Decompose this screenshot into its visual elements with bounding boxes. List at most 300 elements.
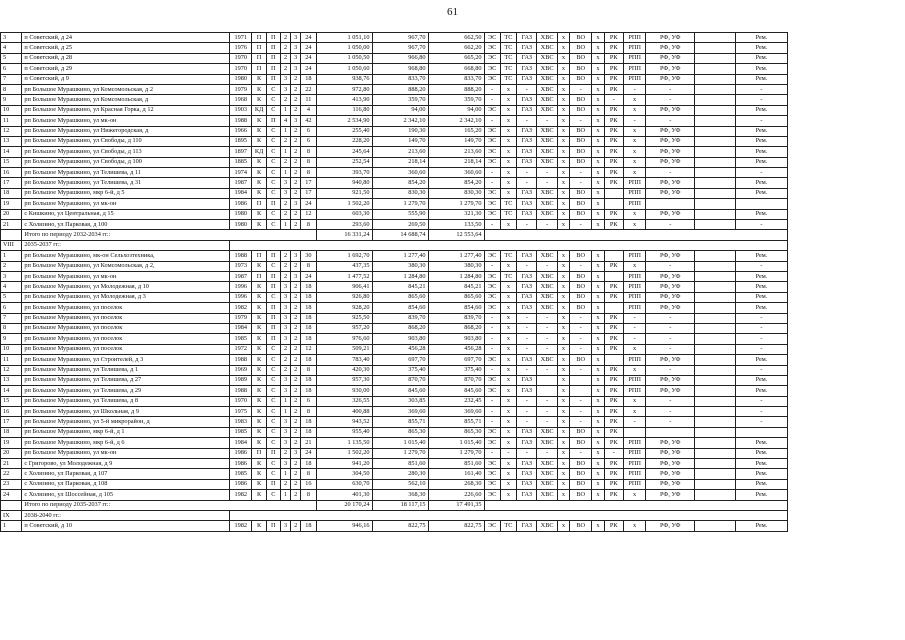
cell-addr: рп Большое Мурашкино, ул Телишева, д 29 <box>22 386 230 396</box>
cell-year: 1974 <box>230 168 252 178</box>
cell-t1: К <box>252 355 266 365</box>
cell-year: 1980 <box>230 220 252 230</box>
cell-u7: х <box>592 74 604 84</box>
cell-area3: 321,30 <box>428 209 484 219</box>
cell-area-liv: 967,70 <box>372 33 428 43</box>
cell-u6 <box>570 386 592 396</box>
cell-year: 1985 <box>230 334 252 344</box>
cell-w2: х <box>623 147 645 157</box>
cell-w3: РФ, УФ <box>646 282 695 292</box>
table-row <box>1 313 788 323</box>
cell-u1: ЭС <box>484 43 500 53</box>
cell-t1: К <box>252 334 266 344</box>
cell-t2: С <box>266 427 280 437</box>
cell-w5: - <box>735 116 787 126</box>
cell-addr: п Советский, д 29 <box>22 64 230 74</box>
cell-year: 1885 <box>230 157 252 167</box>
cell-t2: П <box>266 334 280 344</box>
cell-area-total: 393,70 <box>316 168 372 178</box>
cell-w2: РПП <box>623 355 645 365</box>
table-row <box>1 490 788 500</box>
cell-year: 1970 <box>230 64 252 74</box>
cell-apts: 42 <box>301 116 316 126</box>
cell-n: 18 <box>1 427 22 437</box>
cell-u4: - <box>537 344 557 354</box>
period-total-row <box>1 230 788 240</box>
cell-w3: РФ, УФ <box>646 479 695 489</box>
cell-floors: 2 <box>280 43 290 53</box>
cell-addr: рп Большое Мурашкино, ул Свободы, д 100 <box>22 157 230 167</box>
cell-w4 <box>695 407 736 417</box>
table-row <box>1 53 788 63</box>
cell-w3: - <box>646 261 695 271</box>
cell-ent: 2 <box>291 313 301 323</box>
cell-area3: 665,20 <box>428 53 484 63</box>
cell-area3: 165,20 <box>428 126 484 136</box>
cell-t2: С <box>266 375 280 385</box>
cell-u7: х <box>592 105 604 115</box>
cell-t1: К <box>252 220 266 230</box>
cell-area-total: 304,50 <box>316 469 372 479</box>
cell-t2: П <box>266 53 280 63</box>
table-row <box>1 33 788 43</box>
cell-w3: - <box>646 344 695 354</box>
cell-area-total: 938,76 <box>316 74 372 84</box>
cell-u6: ВО <box>570 355 592 365</box>
cell-n: 22 <box>1 469 22 479</box>
cell-t1: К <box>252 386 266 396</box>
cell-u2: х <box>500 313 516 323</box>
cell-w3: - <box>646 334 695 344</box>
cell-u6: - <box>570 116 592 126</box>
cell-w2: РПП <box>623 199 645 209</box>
cell-u3: - <box>517 261 537 271</box>
cell-area-liv: 851,60 <box>372 459 428 469</box>
cell-area-liv: 967,70 <box>372 43 428 53</box>
cell-addr: рп Большое Мурашкино, ул Свободы, д 110 <box>22 136 230 146</box>
cell-w3: РФ, УФ <box>646 303 695 313</box>
cell-area-total: 925,50 <box>316 313 372 323</box>
cell-addr: рп Большое Мурашкино, ул Молодежная, д 3 <box>22 292 230 302</box>
cell-w1: РК <box>604 323 623 333</box>
cell-floors: 3 <box>280 84 290 94</box>
cell-area-liv: 190,30 <box>372 126 428 136</box>
cell-t1: К <box>252 282 266 292</box>
cell-u3: ГАЗ <box>517 303 537 313</box>
cell-u6: ВО <box>570 282 592 292</box>
cell-t1: К <box>252 157 266 167</box>
cell-t1: К <box>252 126 266 136</box>
table-row <box>1 64 788 74</box>
cell-u4: - <box>537 396 557 406</box>
table-row <box>1 323 788 333</box>
cell-w3: РФ, УФ <box>646 53 695 63</box>
cell-ent: 2 <box>291 479 301 489</box>
cell-addr: рп Большое Мурашкино, мкр 6-й, д 1 <box>22 427 230 437</box>
cell-u6: ВО <box>570 74 592 84</box>
cell-ent: 2 <box>291 95 301 105</box>
cell-t2: П <box>266 303 280 313</box>
cell-t1: К <box>252 313 266 323</box>
cell-n: 10 <box>1 105 22 115</box>
section-number: IX <box>1 510 22 520</box>
cell-area3: 133,50 <box>428 220 484 230</box>
cell-u2: ТС <box>500 521 516 531</box>
cell-area-total: 946,16 <box>316 521 372 531</box>
cell-u7: х <box>592 396 604 406</box>
cell-area-total: 976,60 <box>316 334 372 344</box>
cell-area3: 854,60 <box>428 303 484 313</box>
cell-u3: - <box>517 323 537 333</box>
cell-apts: 6 <box>301 396 316 406</box>
cell-u5: х <box>557 168 569 178</box>
cell-n: 3 <box>1 33 22 43</box>
cell-ent: 2 <box>291 84 301 94</box>
period-total-row <box>1 500 788 510</box>
cell-u1: - <box>484 417 500 427</box>
cell-w2: х <box>623 168 645 178</box>
cell-w4 <box>695 95 736 105</box>
cell-ent: 3 <box>291 251 301 261</box>
table-row <box>1 147 788 157</box>
cell-w5: Рем. <box>735 33 787 43</box>
cell-t2: С <box>266 188 280 198</box>
cell-year: 1986 <box>230 199 252 209</box>
cell-area-total: 906,41 <box>316 282 372 292</box>
cell-u7: х <box>592 168 604 178</box>
cell-u3: ГАЗ <box>517 271 537 281</box>
cell-floors: 2 <box>280 53 290 63</box>
cell-w4 <box>695 53 736 63</box>
cell-u5: х <box>557 126 569 136</box>
cell-t2: С <box>266 126 280 136</box>
cell-w3: РФ, УФ <box>646 448 695 458</box>
cell-u6: ВО <box>570 105 592 115</box>
cell-ent: 3 <box>291 33 301 43</box>
cell-ent: 2 <box>291 469 301 479</box>
cell-u3: ГАЗ <box>517 251 537 261</box>
cell-addr: рп Большое Мурашкино, ул Телишева, д 31 <box>22 178 230 188</box>
cell-w2: х <box>623 365 645 375</box>
cell-w1: РК <box>604 469 623 479</box>
cell-apts: 24 <box>301 53 316 63</box>
cell-u1: - <box>484 407 500 417</box>
cell-u6: ВО <box>570 209 592 219</box>
table-row <box>1 292 788 302</box>
cell-u3: ГАЗ <box>517 282 537 292</box>
cell-u1: ЭС <box>484 479 500 489</box>
cell-apts: 18 <box>301 323 316 333</box>
cell-area3: 865,30 <box>428 427 484 437</box>
cell-w4 <box>695 147 736 157</box>
cell-addr: с Кишкино, ул Центральная, д 15 <box>22 209 230 219</box>
cell-ent: 3 <box>291 271 301 281</box>
cell-apts: 18 <box>301 313 316 323</box>
cell-u5: х <box>557 116 569 126</box>
cell-u5: х <box>557 157 569 167</box>
cell-year: 1984 <box>230 188 252 198</box>
cell-u1: ЭС <box>484 136 500 146</box>
cell-apts: 8 <box>301 220 316 230</box>
cell-addr: рп Большое Мурашкино, мк-он Сельхозтехника, <box>22 251 230 261</box>
cell-t1: К <box>252 292 266 302</box>
cell-ent: 2 <box>291 136 301 146</box>
cell-u2: х <box>500 344 516 354</box>
cell-area3: 865,60 <box>428 292 484 302</box>
table-row <box>1 375 788 385</box>
cell-u7: х <box>592 33 604 43</box>
cell-t1: К <box>252 84 266 94</box>
cell-floors: 3 <box>280 292 290 302</box>
cell-w3: - <box>646 220 695 230</box>
cell-w3: - <box>646 116 695 126</box>
cell-u7: х <box>592 282 604 292</box>
cell-t1: К <box>252 136 266 146</box>
cell-w1 <box>604 188 623 198</box>
cell-year: 1976 <box>230 43 252 53</box>
cell-n: 7 <box>1 74 22 84</box>
period-total-area-liv: 14 688,74 <box>372 230 428 240</box>
cell-w3 <box>646 199 695 209</box>
cell-u4: ХВС <box>537 521 557 531</box>
table-row <box>1 271 788 281</box>
cell-w4 <box>695 469 736 479</box>
cell-w4 <box>695 292 736 302</box>
cell-u4: ХВС <box>537 292 557 302</box>
cell-u7: х <box>592 355 604 365</box>
cell-u5: х <box>557 417 569 427</box>
cell-u4: ХВС <box>537 105 557 115</box>
cell-area-total: 1 502,20 <box>316 448 372 458</box>
cell-w5: - <box>735 95 787 105</box>
cell-w5: Рем. <box>735 64 787 74</box>
cell-u2: х <box>500 261 516 271</box>
cell-area-liv: 213,60 <box>372 147 428 157</box>
cell-area3: 845,21 <box>428 282 484 292</box>
cell-u2: ТС <box>500 64 516 74</box>
cell-area3: 668,80 <box>428 64 484 74</box>
cell-u7: х <box>592 427 604 437</box>
cell-u4: ХВС <box>537 53 557 63</box>
cell-t1: КД <box>252 105 266 115</box>
cell-t1: К <box>252 344 266 354</box>
cell-t2: П <box>266 282 280 292</box>
cell-w2: РПП <box>623 292 645 302</box>
cell-apts: 24 <box>301 33 316 43</box>
cell-apts: 12 <box>301 344 316 354</box>
section-label: 2035-2037 гг.: <box>22 240 230 250</box>
cell-year: 1975 <box>230 407 252 417</box>
cell-u1: ЭС <box>484 209 500 219</box>
cell-year: 1988 <box>230 355 252 365</box>
cell-w2: РПП <box>623 188 645 198</box>
cell-u4: ХВС <box>537 64 557 74</box>
cell-w4 <box>695 271 736 281</box>
cell-u7: х <box>592 136 604 146</box>
table-row <box>1 407 788 417</box>
cell-u7: х <box>592 469 604 479</box>
cell-w4 <box>695 220 736 230</box>
cell-t2: С <box>266 84 280 94</box>
cell-area3: 839,70 <box>428 313 484 323</box>
cell-ent: 3 <box>291 53 301 63</box>
cell-n: 13 <box>1 136 22 146</box>
cell-t1: К <box>252 323 266 333</box>
cell-t1: К <box>252 490 266 500</box>
cell-w2: х <box>623 396 645 406</box>
cell-addr: п Советский, д 25 <box>22 43 230 53</box>
cell-floors: 3 <box>280 323 290 333</box>
cell-area3: 218,14 <box>428 157 484 167</box>
cell-apts: 21 <box>301 438 316 448</box>
cell-w5: Рем. <box>735 459 787 469</box>
cell-floors: 2 <box>280 64 290 74</box>
cell-area-liv: 830,30 <box>372 188 428 198</box>
cell-ent: 2 <box>291 459 301 469</box>
cell-area-liv: 280,30 <box>372 469 428 479</box>
cell-u3: ГАЗ <box>517 33 537 43</box>
cell-u2: х <box>500 365 516 375</box>
cell-u4: ХВС <box>537 271 557 281</box>
cell-u5: х <box>557 490 569 500</box>
cell-t1: К <box>252 438 266 448</box>
cell-t2: П <box>266 251 280 261</box>
cell-w4 <box>695 105 736 115</box>
cell-w2: - <box>623 334 645 344</box>
cell-w3: РФ, УФ <box>646 438 695 448</box>
cell-area3: 213,60 <box>428 147 484 157</box>
cell-area-total: 401,30 <box>316 490 372 500</box>
cell-area-liv: 903,80 <box>372 334 428 344</box>
cell-area3: 888,20 <box>428 84 484 94</box>
cell-u2: х <box>500 188 516 198</box>
cell-apts: 8 <box>301 469 316 479</box>
table-row <box>1 168 788 178</box>
cell-w3: - <box>646 365 695 375</box>
cell-ent: 2 <box>291 147 301 157</box>
cell-t2: П <box>266 64 280 74</box>
cell-u6: - <box>570 168 592 178</box>
cell-ent: 2 <box>291 365 301 375</box>
cell-ent: 3 <box>291 43 301 53</box>
cell-u4 <box>537 386 557 396</box>
cell-area-liv: 855,71 <box>372 417 428 427</box>
cell-w3: - <box>646 313 695 323</box>
cell-u6: ВО <box>570 469 592 479</box>
cell-n: 19 <box>1 199 22 209</box>
cell-area-liv: 822,75 <box>372 521 428 531</box>
cell-u7: х <box>592 490 604 500</box>
cell-floors: 2 <box>280 344 290 354</box>
cell-u7: х <box>592 271 604 281</box>
cell-w1: - <box>604 448 623 458</box>
cell-floors: 2 <box>280 365 290 375</box>
cell-year: 1996 <box>230 282 252 292</box>
cell-apts: 24 <box>301 448 316 458</box>
cell-w4 <box>695 178 736 188</box>
cell-area3: 833,70 <box>428 74 484 84</box>
cell-ent: 2 <box>291 396 301 406</box>
cell-u4: ХВС <box>537 209 557 219</box>
cell-year: 1983 <box>230 417 252 427</box>
cell-t2: П <box>266 448 280 458</box>
cell-floors: 1 <box>280 105 290 115</box>
cell-u2: х <box>500 386 516 396</box>
table-row <box>1 188 788 198</box>
cell-floors: 3 <box>280 521 290 531</box>
cell-w4 <box>695 261 736 271</box>
cell-t1: К <box>252 74 266 84</box>
cell-floors: 1 <box>280 126 290 136</box>
cell-addr: рп Большое Мурашкино, ул поселок <box>22 344 230 354</box>
cell-n: 8 <box>1 84 22 94</box>
cell-u5: х <box>557 521 569 531</box>
cell-year: 1966 <box>230 126 252 136</box>
cell-u6: ВО <box>570 64 592 74</box>
cell-u2: х <box>500 105 516 115</box>
cell-t1: К <box>252 479 266 489</box>
table-row <box>1 365 788 375</box>
cell-u2: х <box>500 292 516 302</box>
cell-w3: РФ, УФ <box>646 521 695 531</box>
cell-w5: - <box>735 344 787 354</box>
cell-u5: х <box>557 334 569 344</box>
cell-u3: ГАЗ <box>517 375 537 385</box>
cell-u1: ЭС <box>484 386 500 396</box>
cell-u6: ВО <box>570 438 592 448</box>
cell-n: 17 <box>1 178 22 188</box>
cell-t1: П <box>252 53 266 63</box>
cell-ent: 2 <box>291 375 301 385</box>
cell-w4 <box>695 427 736 437</box>
cell-u1: ЭС <box>484 199 500 209</box>
cell-u3: ГАЗ <box>517 292 537 302</box>
cell-apts: 17 <box>301 178 316 188</box>
cell-u4 <box>537 375 557 385</box>
cell-u1: ЭС <box>484 521 500 531</box>
cell-area-total: 1 050,00 <box>316 43 372 53</box>
cell-w1: РК <box>604 490 623 500</box>
cell-addr: рп Большое Мурашкино, ул мк-он <box>22 448 230 458</box>
cell-u2: х <box>500 126 516 136</box>
cell-w3: - <box>646 407 695 417</box>
cell-w2: х <box>623 407 645 417</box>
cell-w4 <box>695 344 736 354</box>
cell-t2: С <box>266 407 280 417</box>
cell-u1: - <box>484 448 500 458</box>
cell-apts: 17 <box>301 188 316 198</box>
cell-u1: - <box>484 261 500 271</box>
cell-w1: РК <box>604 53 623 63</box>
cell-w4 <box>695 168 736 178</box>
cell-u2: х <box>500 438 516 448</box>
cell-area-total: 972,80 <box>316 84 372 94</box>
cell-u3: ГАЗ <box>517 209 537 219</box>
cell-area-liv: 359,70 <box>372 95 428 105</box>
cell-u7: х <box>592 147 604 157</box>
cell-apts: 18 <box>301 427 316 437</box>
cell-w2: РПП <box>623 33 645 43</box>
cell-apts: 8 <box>301 407 316 417</box>
cell-w2: х <box>623 157 645 167</box>
cell-area-total: 293,60 <box>316 220 372 230</box>
cell-u5: х <box>557 407 569 417</box>
cell-w4 <box>695 84 736 94</box>
cell-u3: ГАЗ <box>517 469 537 479</box>
cell-empty <box>1 230 22 240</box>
cell-year: 1988 <box>230 116 252 126</box>
table-row <box>1 157 788 167</box>
